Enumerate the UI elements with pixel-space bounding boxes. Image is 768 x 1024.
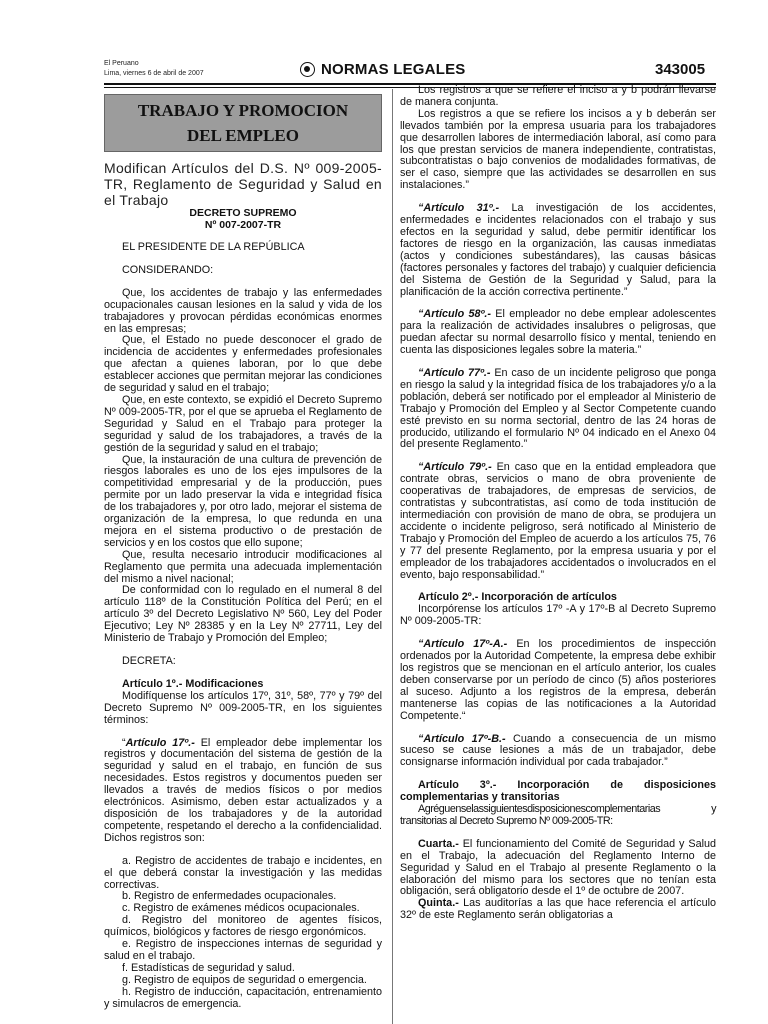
page-number: 343005 — [655, 61, 706, 78]
article-2-body: Incorpórense los artículos 17º -A y 17º-B al Decreto Supremo Nº 009-2005-TR: — [400, 603, 716, 628]
article-1-heading-text: Artículo 1º.- Modificaciones — [122, 677, 264, 690]
article-58-body: El empleador no debe emplear adolescentes para la realización de actividades insalubres o peligrosas, que puedan afectar su normal desarrollo físico y mental, teniendo en cuenta las disposiciones legales sobre la materia.” — [400, 308, 716, 357]
paragraph-6: De conformidad con lo regulado en el numeral 8 del artículo 118º de la Constitución Política del Perú; en el artículo 3º del Decreto Legislativo Nº 560, Ley del Poder Ejecutivo; Ley Nº 28385 y en la Ley Nº 27711, Ley del Ministerio de Trabajo y Promoción del Empleo; — [104, 584, 382, 645]
register-item-b: b. Registro de enfermedades ocupacionales. — [122, 890, 337, 903]
article-17-body: El empleador debe implementar los registros y documentación del sistema de gestión de la seguridad y salud en el trabajo, en función de sus necesidades. Estos registros y documentos pueden ser llevados a través de medios físicos o por medios electrónicos. Asimismo, deben estar actualizados y a disposición de los trabajadores y de la autoridad competente, respetando el derecho a la confidencialidad. Dichos registros son: — [104, 736, 383, 844]
right-paragraph-1: Los registros a que se refiere el inciso a y b podrán llevarse de manera conjunta. — [400, 84, 716, 108]
paragraph-3: Que, en este contexto, se expidió el Decreto Supremo Nº 009-2005-TR, por el que se aprueba el Reglamento de Seguridad y Salud en el Trabajo para proteger la seguridad y salud de los trabajadores, a través de la gestión de la seguridad y salud en el trabajo; — [104, 393, 382, 454]
article-77-heading: “Artículo 77º.- — [418, 367, 491, 380]
president-heading: EL PRESIDENTE DE LA REPÚBLICA — [122, 241, 305, 253]
decreta-heading: DECRETA: — [122, 655, 176, 667]
quinta-heading: Quinta.- — [418, 897, 459, 910]
article-58-heading: “Artículo 58º.- — [418, 308, 492, 321]
article-17b-heading: “Artículo 17º-B.- — [418, 732, 506, 745]
header-section — [300, 61, 465, 78]
register-item-c: c. Registro de exámenes médicos ocupacionales. — [122, 902, 360, 915]
paragraph-1: Que, los accidentes de trabajo y las enfermedades ocupacionales causan lesiones en la salud y vida de los trabajadores y provocan pérdidas económicas enormes en las empresas; — [104, 286, 382, 335]
paragraph-2: Que, el Estado no puede desconocer el grado de incidencia de accidentes y enfermedades profesionales que afectan a quienes laboran, por lo que debe establecer acciones que permitan mejorar las condiciones de seguridad y salud en el trabajo; — [104, 334, 382, 395]
article-17b-body: Cuando a consecuencia de un mismo suceso se cause lesiones a más de un trabajador, debe consignarse información individual por cada trabajador.” — [400, 732, 716, 769]
cuarta-paragraph — [400, 839, 716, 899]
article-58-paragraph — [400, 309, 716, 357]
article-17a-paragraph — [400, 639, 716, 722]
paragraph-4: Que, la instauración de una cultura de prevención de riesgos laborales es uno de los ejes impulsores de la competitividad empresarial y de la producción, pues permite por un lado preservar la vida e integridad física de los trabajadores y, por otro lado, mejorar el sistema de organización de la empresa, lo que redunda en una mejora en el sistema productivo o de prestación de servicios y en los costos que ello supone; — [104, 453, 382, 549]
register-item-h: h. Registro de inducción, capacitación, entrenamiento y simulacros de emergencia. — [104, 985, 382, 1010]
banner-line-2: DEL EMPLEO — [187, 126, 299, 145]
national-seal-icon — [300, 62, 315, 77]
paragraph-5: Que, resulta necesario introducir modificaciones al Reglamento que permita una adecuada implementación del mismo a nivel nacional; — [104, 548, 382, 585]
register-item-g: g. Registro de equipos de seguridad o emergencia. — [122, 973, 367, 986]
right-paragraph-2: Los registros a que se refiere los incisos a y b deberán ser llevados también por la empresa usuaria para los trabajadores que desarrollen labores de intermediación laboral, así como para los que prestan servicios de manera independiente, contratistas, subcontratistas o bajo convenios de modalidades formativas, de ser el caso, siempre que las actividades se desarrollen en sus instalaciones.” — [400, 107, 716, 192]
article-79-heading: “Artículo 79º.- — [418, 461, 492, 474]
quinta-paragraph — [400, 898, 716, 922]
article-79-paragraph — [400, 462, 716, 581]
article-17a-body: En los procedimientos de inspección ordenados por la Autoridad Competente, la empresa debe exhibir los registros que se mencionan en el artículo anterior, los cuales deben conservarse por un período de cinco (5) años posteriores al suceso. Adjunto a los registros de la empresa, deberán mantenerse las copias de las notificaciones a la Autoridad Competente.“ — [400, 638, 716, 722]
article-3-heading — [400, 780, 716, 804]
article-17a-heading: “Artículo 17º-A.- — [418, 638, 508, 651]
register-item-d: d. Registro del monitoreo de agentes físicos, químicos, biológicos y factores de riesgo ergonómicos. — [104, 914, 382, 939]
header-left — [104, 59, 204, 79]
quinta-body: Las auditorías a las que hace referencia el artículo 32º de este Reglamento serán obligatorias a — [400, 897, 716, 922]
register-item-e: e. Registro de inspecciones internas de seguridad y salud en el trabajo. — [104, 938, 382, 962]
considerando-heading: CONSIDERANDO: — [122, 263, 214, 276]
article-17b-paragraph — [400, 734, 716, 770]
article-77-paragraph — [400, 368, 716, 451]
article-77-body: En caso de un incidente peligroso que ponga en riesgo la salud y la integridad física de los trabajadores y/o a la población, deberá ser notificado por el empleador al Ministerio de Trabajo y Promoción del Empleo y al Sector Competente cuando esté previsto en su norma sectorial, dentro de las 24 horas de producido, utilizando el formulario Nº 04 indicado en el Anexo 04 del presente Reglamento.” — [400, 367, 716, 451]
register-item-a: a. Registro de accidentes de trabajo e incidentes, en el que deberá constar la investigación y las medidas correctivas. — [104, 854, 382, 891]
right-column — [400, 85, 716, 922]
article-17-heading: Artículo 17º.- — [125, 736, 195, 749]
article-31-heading: “Artículo 31º.- — [418, 202, 500, 215]
column-divider — [392, 89, 393, 1024]
article-31-body: La investigación de los accidentes, enfermedades e incidentes relacionados con el trabajo y sus efectos en la seguridad y salud, debe permitir identificar los factores de riesgo en la organización, las causas inmediatas (actos y condiciones subestándares), las causas básicas (factores personales y factores del trabajo) y cualquier deficiencia del Sistema de Gestión de la Seguridad y Salud, para la planificación de la acción correctiva pertinente.” — [400, 202, 716, 298]
issue-date: Lima, viernes 6 de abril de 2007 — [104, 70, 204, 77]
cuarta-body: El funcionamiento del Comité de Seguridad y Salud en el Trabajo, la adecuación del Reglamento Interno de Seguridad y Salud en el Trabajo al presente Reglamento o la elaboración del mismo para los sectores que no tenían esta obligación, será obligatorio desde el 1º de octubre de 2007. — [400, 837, 716, 898]
article-17-paragraph — [104, 738, 382, 845]
banner-line-1: TRABAJO Y PROMOCION — [137, 101, 349, 120]
register-item-f: f. Estadísticas de seguridad y salud. — [122, 961, 295, 974]
cuarta-heading: Cuarta.- — [418, 837, 459, 850]
article-3-heading-text: Artículo 3º.- Incorporación de disposiciones complementarias y transitorias — [400, 779, 716, 804]
paper-name: El Peruano — [104, 60, 139, 67]
decree-label: DECRETO SUPREMO — [189, 207, 297, 219]
article-title: Modifican Artículos del D.S. Nº 009-2005-TR, Reglamento de Seguridad y Salud en el Trabajo — [104, 160, 382, 208]
section-title: NORMAS LEGALES — [321, 61, 466, 78]
article-1-body: Modifíquense los artículos 17º, 31º, 58º, 77º y 79º del Decreto Supremo Nº 009-2005-TR, en los siguientes términos: — [104, 689, 382, 726]
article-3-body: Agréguenselassiguientesdisposicionescomplementarias y transitorias al Decreto Supremo Nº 009-2005-TR: — [400, 803, 716, 827]
article-31-paragraph — [400, 203, 716, 298]
left-column — [104, 160, 382, 1010]
section-banner — [104, 94, 382, 152]
article-17-open-quote: “ — [122, 736, 126, 749]
article-79-body: En caso que en la entidad empleadora que contrate obras, servicios o mano de obra proveniente de cooperativas de trabajadores, de empresas de servicios, de contratistas y subcontratistas, así como de toda institución de intermediación con provisión de mano de obra, se produjera un accidente o incidente peligroso, será notificado al Ministerio de Trabajo y Promoción del Empleo de acuerdo a los artículos 75, 76 y 77 del presente Reglamento, por la empresa usuaria y por el empleador de los trabajadores accidentados o involucrados en el evento, bajo responsabilidad.” — [400, 461, 716, 581]
decree-number: Nº 007-2007-TR — [204, 218, 282, 231]
article-2-heading-text: Artículo 2º.- Incorporación de artículos — [418, 591, 617, 604]
